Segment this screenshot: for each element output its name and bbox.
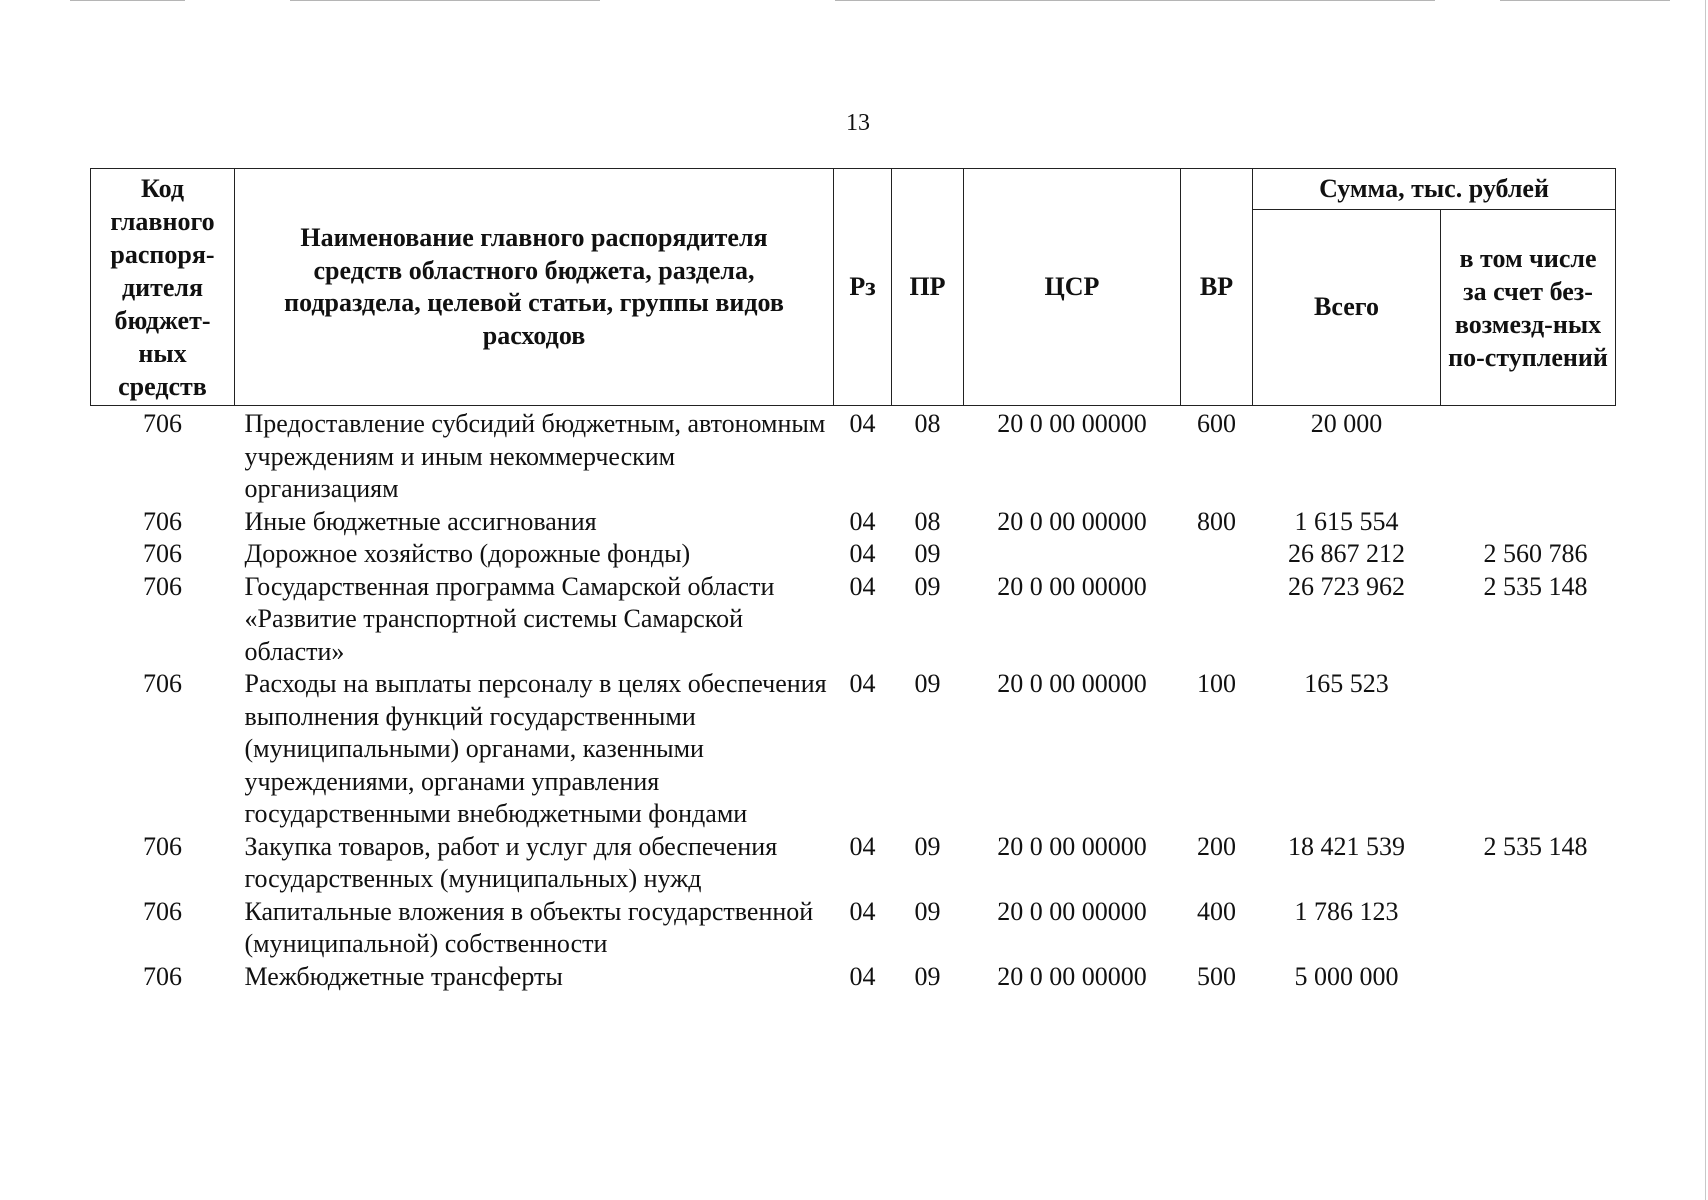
cell-name: Расходы на выплаты персоналу в целях обеспечения выполнения функций государственными (муниципальными) органами, казенными учреждениями, органами управления государственными внебюджетными фондами (244, 669, 827, 828)
cell-vr (1181, 538, 1253, 571)
cell-rz: 04 (849, 669, 876, 698)
table-row (91, 538, 1616, 571)
cell-grants: 2 535 148 (1483, 831, 1588, 861)
cell-code: 706 (143, 506, 182, 536)
table-row (91, 571, 1616, 669)
cell-total: 18 421 539 (1288, 831, 1405, 861)
cell-total: 5 000 000 (1294, 961, 1399, 991)
cell-code: 706 (143, 896, 182, 926)
cell-csr: 20 0 00 00000 (997, 409, 1147, 438)
cell-vr: 400 (1197, 896, 1236, 926)
cell-total: 26 867 212 (1288, 539, 1405, 568)
cell-rz: 04 (849, 409, 876, 438)
cell-csr: 20 0 00 00000 (997, 831, 1147, 861)
cell-vr: 200 (1197, 831, 1236, 861)
cell-rz: 04 (849, 896, 876, 926)
cell-vr: 600 (1197, 409, 1236, 438)
cell-total: 20 000 (1310, 409, 1383, 438)
scan-artifact-line (70, 0, 185, 1)
cell-grants: 2 560 786 (1483, 539, 1588, 568)
cell-pr: 09 (914, 831, 941, 861)
page-number: 13 (846, 110, 870, 136)
cell-csr (964, 538, 1181, 571)
cell-code: 706 (143, 961, 182, 991)
cell-pr: 08 (914, 506, 941, 536)
header-vr: ВР (1181, 169, 1253, 406)
scan-artifact-line (290, 0, 600, 1)
cell-vr: 800 (1197, 506, 1236, 536)
scan-artifact-line (1500, 0, 1670, 1)
table-row (91, 961, 1616, 994)
cell-name: Государственная программа Самарской области «Развитие транспортной системы Самарской области» (244, 571, 775, 666)
cell-name: Межбюджетные трансферты (244, 961, 563, 991)
cell-vr (1181, 571, 1253, 669)
cell-pr: 09 (914, 669, 941, 698)
cell-grants (1441, 506, 1616, 539)
cell-code: 706 (143, 409, 182, 438)
header-csr: ЦСР (964, 169, 1181, 406)
cell-grants: 2 535 148 (1483, 571, 1588, 601)
cell-csr: 20 0 00 00000 (997, 571, 1147, 601)
table-row (91, 896, 1616, 961)
cell-rz: 04 (849, 539, 876, 568)
cell-csr: 20 0 00 00000 (997, 506, 1147, 536)
table-header (91, 169, 1616, 406)
cell-pr: 09 (914, 896, 941, 926)
header-rz: Рз (834, 169, 892, 406)
cell-pr: 09 (914, 539, 941, 568)
cell-vr: 500 (1197, 961, 1236, 991)
cell-pr: 08 (914, 409, 941, 438)
header-grants: в том числе за счет без-возмезд-ных по-ступлений (1441, 210, 1616, 406)
scan-artifact-line (835, 0, 1435, 1)
header-code: Код главного распоря-дителя бюджет-ных средств (91, 169, 235, 406)
cell-code: 706 (143, 831, 182, 861)
table-row (91, 831, 1616, 896)
cell-code: 706 (143, 571, 182, 601)
cell-name: Закупка товаров, работ и услуг для обеспечения государственных (муниципальных) нужд (244, 831, 778, 893)
cell-csr: 20 0 00 00000 (997, 961, 1147, 991)
cell-grants (1441, 896, 1616, 961)
cell-name: Дорожное хозяйство (дорожные фонды) (244, 539, 691, 568)
cell-name: Предоставление субсидий бюджетным, автономным учреждениям и иным некоммерческим организациям (244, 409, 826, 503)
cell-csr: 20 0 00 00000 (997, 669, 1147, 698)
header-name: Наименование главного распорядителя средств областного бюджета, раздела, подраздела, целевой статьи, группы видов расходов (235, 169, 834, 406)
header-total: Всего (1253, 210, 1441, 406)
cell-code: 706 (143, 539, 182, 568)
cell-pr: 09 (914, 571, 941, 601)
table-row (91, 406, 1616, 506)
cell-total: 165 523 (1304, 669, 1389, 698)
cell-rz: 04 (849, 961, 876, 991)
cell-grants (1441, 668, 1616, 831)
cell-grants (1441, 961, 1616, 994)
table-row (91, 668, 1616, 831)
cell-rz: 04 (849, 571, 876, 601)
cell-name: Иные бюджетные ассигнования (244, 506, 597, 536)
cell-rz: 04 (849, 831, 876, 861)
budget-table (90, 168, 1616, 993)
cell-total: 1 786 123 (1294, 896, 1399, 926)
cell-vr: 100 (1197, 669, 1236, 698)
cell-code: 706 (143, 669, 182, 698)
cell-total: 26 723 962 (1288, 571, 1405, 601)
cell-name: Капитальные вложения в объекты государственной (муниципальной) собственности (244, 896, 814, 958)
cell-pr: 09 (914, 961, 941, 991)
table-row (91, 506, 1616, 539)
cell-rz: 04 (849, 506, 876, 536)
cell-total: 1 615 554 (1294, 506, 1399, 536)
cell-csr: 20 0 00 00000 (997, 896, 1147, 926)
scan-artifact-edge (1705, 0, 1706, 1200)
header-sum: Сумма, тыс. рублей (1253, 169, 1616, 210)
header-pr: ПР (892, 169, 964, 406)
cell-grants (1441, 406, 1616, 506)
